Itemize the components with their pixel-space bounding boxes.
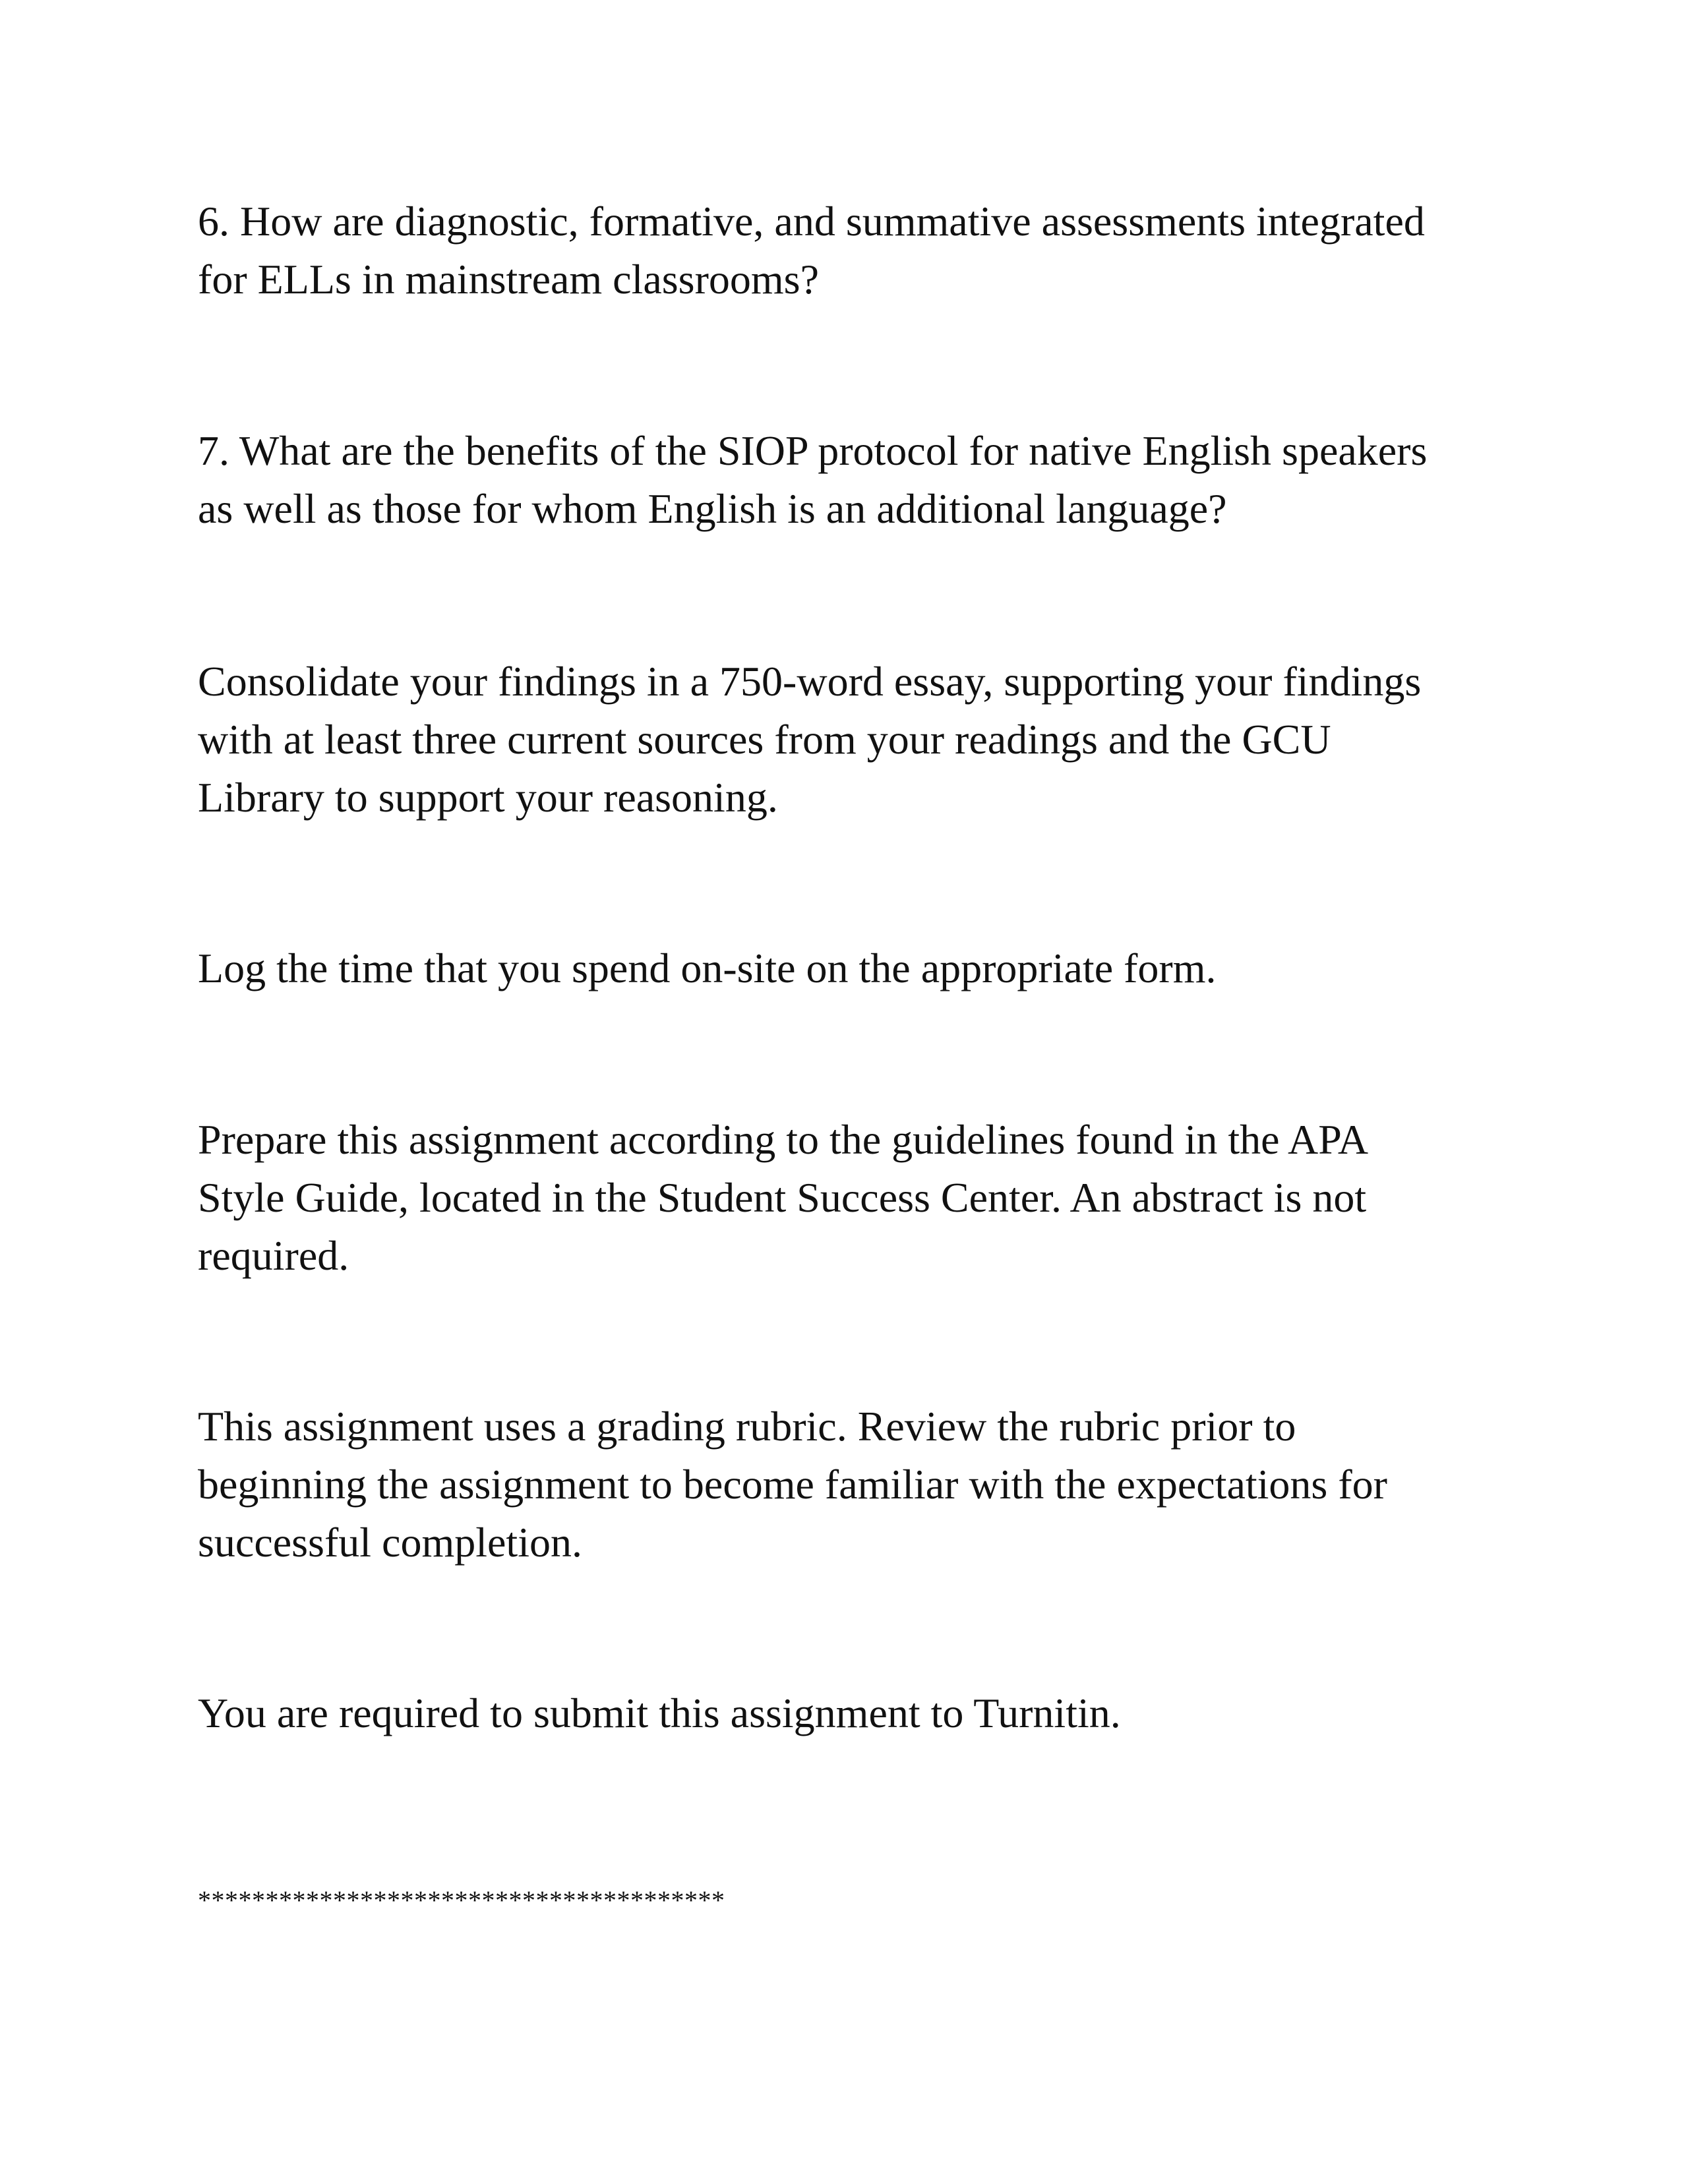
apa-paragraph — [198, 1111, 1517, 1285]
consolidate-line-3: Library to support your reasoning. — [198, 774, 778, 821]
rubric-line-1: This assignment uses a grading rubric. Review the rubric prior to — [198, 1403, 1296, 1450]
asterisk-separator: *************************************** — [198, 1885, 725, 1915]
consolidate-line-2: with at least three current sources from your readings and the GCU — [198, 716, 1331, 763]
consolidate-paragraph — [198, 653, 1517, 827]
log-time-paragraph — [198, 939, 1517, 997]
question-6-line-1: 6. How are diagnostic, formative, and summative assessments integrated — [198, 198, 1425, 245]
question-6-paragraph — [198, 192, 1517, 309]
turnitin-paragraph — [198, 1684, 1517, 1742]
apa-line-1: Prepare this assignment according to the guidelines found in the APA — [198, 1116, 1369, 1163]
rubric-paragraph — [198, 1398, 1517, 1572]
rubric-line-2: beginning the assignment to become familiar with the expectations for — [198, 1461, 1387, 1508]
question-7-paragraph — [198, 422, 1517, 538]
log-time-line-1: Log the time that you spend on-site on the appropriate form. — [198, 945, 1217, 991]
question-6-line-2: for ELLs in mainstream classrooms? — [198, 256, 819, 303]
question-7-line-1: 7. What are the benefits of the SIOP protocol for native English speakers — [198, 427, 1428, 474]
turnitin-line-1: You are required to submit this assignment to Turnitin. — [198, 1690, 1121, 1736]
apa-line-2: Style Guide, located in the Student Success Center. An abstract is not — [198, 1174, 1367, 1221]
consolidate-line-1: Consolidate your findings in a 750-word essay, supporting your findings — [198, 658, 1422, 705]
apa-line-3: required. — [198, 1232, 349, 1279]
question-7-line-2: as well as those for whom English is an additional language? — [198, 485, 1227, 532]
rubric-line-3: successful completion. — [198, 1519, 582, 1566]
